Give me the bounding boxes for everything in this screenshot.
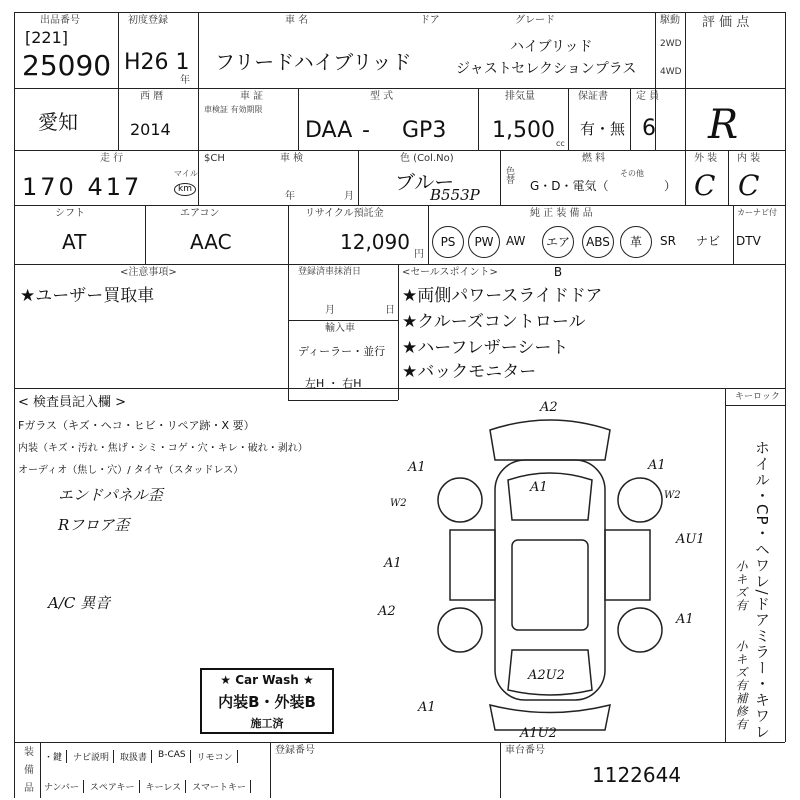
- wheel-rr: [618, 608, 662, 652]
- recycle-fee: 12,090: [340, 230, 410, 254]
- fuel-other: その他: [620, 169, 644, 178]
- footer-item: ナビ説明: [73, 750, 114, 763]
- mark-rear-gate: A2U2: [528, 668, 565, 683]
- footer-items-top: [44, 750, 238, 763]
- mark-left-door: A1: [384, 556, 402, 571]
- grade-line2: ジャストセレクションプラス: [456, 61, 637, 77]
- warranty-label: 保証書: [578, 91, 608, 102]
- row-line-4: [14, 264, 785, 265]
- year-unit: 年: [180, 75, 190, 86]
- hline: [288, 320, 398, 321]
- warranty: 有・無: [580, 120, 626, 138]
- model-code-label: 型 式: [370, 91, 394, 102]
- row-line-1: [14, 88, 785, 89]
- equipment-label: 純 正 装 備 品: [530, 208, 593, 219]
- reg-month: 月: [325, 305, 335, 316]
- car-name: フリードハイブリッド: [215, 50, 412, 74]
- first-reg: H26 1: [124, 50, 190, 75]
- equipment-item: ABS: [582, 226, 614, 258]
- color-change-label: 色替: [504, 166, 514, 184]
- mileage: 170 417: [22, 173, 143, 201]
- handle-options: 左H ・ 右H: [305, 377, 362, 390]
- keylock-label: キーロック: [735, 392, 780, 402]
- inspection-label: 車 証: [240, 91, 264, 102]
- car-diagram: [400, 400, 720, 745]
- reg-day: 日: [385, 305, 395, 316]
- shift: AT: [62, 230, 87, 254]
- footer-item: ナンバー: [44, 780, 84, 793]
- mark-right-rear: A1: [676, 612, 694, 627]
- side-note-4: 補修有: [734, 692, 748, 731]
- yen-unit: 円: [414, 249, 424, 260]
- wheel-fr: [618, 478, 662, 522]
- lot-sub: [221]: [25, 28, 69, 47]
- sales-point-4: ★バックモニター: [402, 362, 537, 382]
- unit-km: km: [174, 183, 196, 196]
- front-bumper-shape: [490, 420, 610, 460]
- vline: [630, 88, 631, 150]
- exterior-label: 外 装: [694, 153, 718, 164]
- shaken-year: 年: [285, 191, 295, 202]
- sales-point-2: ★クルーズコントロール: [402, 312, 586, 332]
- windshield-shape: [508, 473, 592, 520]
- mark-front-right: A1: [648, 458, 666, 473]
- vline: [40, 742, 41, 798]
- border-left: [14, 12, 15, 798]
- footer-item: キーレス: [146, 780, 187, 793]
- equipment-item: ナビ: [696, 234, 721, 248]
- inspector-line1: Fガラス（キズ・ヘコ・ヒビ・リペア跡・X 要）: [18, 419, 255, 432]
- vline: [118, 88, 119, 150]
- vline: [145, 205, 146, 264]
- inspector-note-2: Rフロア歪: [58, 516, 130, 534]
- footer-col-1: 装: [24, 747, 34, 758]
- equipment-item: AW: [506, 234, 526, 248]
- row-line-5: [14, 388, 785, 389]
- recycle-label: リサイクル預託金: [305, 208, 384, 219]
- stamp-title: ★ Car Wash ★: [202, 673, 332, 687]
- footer-item: ・鍵: [44, 750, 67, 763]
- footer-item: 取扱書: [120, 750, 152, 763]
- mark-rear-bumper: A1U2: [520, 726, 557, 741]
- mark-front-bumper: A2: [540, 400, 558, 415]
- vline: [685, 150, 686, 205]
- fuel-label: 燃 料: [582, 153, 606, 164]
- chassis-number: 1122644: [592, 763, 682, 787]
- vline: [288, 205, 289, 264]
- chassis-label: 車台番号: [505, 745, 545, 756]
- equipment-item: 革: [620, 226, 652, 258]
- footer-item: B-CAS: [158, 750, 191, 763]
- interior-score: C: [738, 169, 760, 202]
- lot-label: 出品番号: [40, 15, 80, 26]
- vline: [478, 88, 479, 150]
- history-label: $CH: [204, 153, 225, 164]
- color-value: ブルー: [395, 170, 455, 194]
- vline: [728, 150, 729, 205]
- reg-date-label: 登録済車抹消日: [298, 267, 362, 277]
- hline: [725, 405, 785, 406]
- vline: [500, 742, 501, 798]
- footer-col-2: 備: [24, 765, 34, 776]
- capacity-label: 定 員: [636, 91, 660, 102]
- inspector-note-3: A/C 異音: [48, 594, 111, 612]
- door-right: [605, 530, 650, 600]
- model-label: 車 名: [285, 15, 309, 26]
- sales-point-3: ★ハーフレザーシート: [402, 338, 569, 358]
- score-value: R: [708, 102, 739, 148]
- vline: [198, 12, 199, 88]
- grade-line1: ハイブリッド: [510, 39, 593, 55]
- ac-label: エアコン: [180, 208, 220, 219]
- score-label: 評 価 点: [702, 15, 750, 30]
- fuel-close: ）: [664, 179, 677, 193]
- vline: [733, 205, 734, 264]
- footer-col-3: 品: [24, 783, 34, 794]
- fuel-options: G・D・電気（: [530, 179, 609, 193]
- inspector-line2: 内装（キズ・汚れ・焦げ・シミ・コゲ・穴・キレ・破れ・剥れ）: [18, 443, 308, 454]
- carnavi-label: カーナビ付: [737, 208, 777, 217]
- inspection-sub: 車検証 有効期限: [204, 105, 263, 114]
- color-code: B553P: [430, 186, 480, 204]
- shift-label: シフト: [55, 208, 85, 219]
- cc-unit: cc: [556, 139, 565, 148]
- hline: [288, 400, 398, 401]
- drive-2wd: 2WD: [660, 39, 682, 49]
- capacity: 6: [642, 116, 656, 141]
- vline: [358, 150, 359, 205]
- shaken-label: 車 検: [280, 153, 304, 164]
- equipment-item: DTV: [736, 234, 761, 248]
- equipment-item: SR: [660, 234, 676, 248]
- first-reg-label: 初度登録: [128, 15, 168, 26]
- wheel-fl: [438, 478, 482, 522]
- vline: [398, 264, 399, 400]
- ac: AAC: [190, 230, 232, 254]
- color-label: 色 (Col.No): [400, 153, 454, 164]
- footer-item: スマートキー: [192, 780, 251, 793]
- car-wash-stamp: [200, 668, 334, 734]
- displacement: 1,500: [492, 118, 555, 143]
- vline: [500, 150, 501, 205]
- side-note-2: 小キズ有: [734, 560, 748, 612]
- lot-number: 25090: [22, 49, 112, 82]
- import-options: ディーラー・並行: [298, 345, 386, 358]
- mark-wheel-left: W2: [390, 498, 407, 509]
- caution-text: ★ユーザー買取車: [20, 286, 155, 306]
- border-right: [785, 12, 786, 742]
- sales-label: <セールスポイント>: [402, 267, 498, 278]
- mark-left-rear: A2: [378, 604, 396, 619]
- import-label: 輸入車: [325, 323, 355, 334]
- vline: [198, 150, 199, 205]
- vline: [288, 264, 289, 400]
- vline: [685, 12, 686, 150]
- mark-rear-left: A1: [418, 700, 436, 715]
- stamp-line1: 内装B・外装B: [218, 693, 316, 711]
- unit-mile: マイル: [174, 169, 198, 178]
- row-line-3: [14, 205, 785, 206]
- drive-4wd: 4WD: [660, 67, 682, 77]
- roof-shape: [512, 540, 588, 630]
- caution-label: <注意事項>: [120, 267, 177, 278]
- model-dash: -: [362, 118, 370, 143]
- row-line-2: [14, 150, 785, 151]
- shaken-month: 月: [344, 191, 354, 202]
- vline: [428, 205, 429, 264]
- region: 愛知: [38, 110, 78, 134]
- grade-label: グレード: [515, 15, 555, 26]
- wheel-rl: [438, 608, 482, 652]
- sales-point-1: ★両側パワースライドドア: [402, 286, 603, 306]
- mileage-label: 走 行: [100, 153, 124, 164]
- inspector-title: < 検査員記入欄 >: [18, 395, 127, 410]
- footer-item: スペアキー: [90, 780, 140, 793]
- footer-item: リモコン: [197, 750, 238, 763]
- model-prefix: DAA: [305, 118, 353, 143]
- mark-right-door: AU1: [676, 532, 705, 547]
- vline: [568, 88, 569, 150]
- border-top: [14, 12, 785, 13]
- mark-wheel-right: W2: [664, 490, 681, 501]
- side-note-3: 小キズ有: [734, 640, 748, 692]
- door-left: [450, 530, 495, 600]
- vline: [725, 388, 726, 742]
- exterior-score: C: [694, 169, 716, 202]
- interior-label: 内 装: [737, 153, 761, 164]
- reg-number-label: 登録番号: [275, 745, 315, 756]
- vline: [118, 12, 119, 88]
- stamp-line2: 施工済: [250, 717, 284, 730]
- side-note-main: ホイル・CP・ヘワレ/ドアミラー・キワレ: [753, 440, 771, 740]
- model-code: GP3: [402, 118, 447, 143]
- footer-items-bottom: [44, 780, 251, 793]
- vline: [298, 88, 299, 150]
- vline: [198, 88, 199, 150]
- displacement-label: 排気量: [505, 91, 535, 102]
- mark-front-left: A1: [408, 460, 426, 475]
- equipment-item: PW: [468, 226, 500, 258]
- door-label: ドア: [420, 15, 440, 26]
- mark-hood: A1: [530, 480, 548, 495]
- equipment-item: PS: [432, 226, 464, 258]
- inspector-note-1: エンドパネル歪: [58, 486, 163, 504]
- equipment-item: エアB: [542, 226, 574, 258]
- inspector-line3: オーディオ（焦し・穴）/ タイヤ（スタッドレス）: [18, 465, 244, 476]
- drive-label: 駆動: [660, 15, 680, 26]
- year: 2014: [130, 120, 171, 139]
- year-label: 西 暦: [140, 91, 164, 102]
- vline: [270, 742, 271, 798]
